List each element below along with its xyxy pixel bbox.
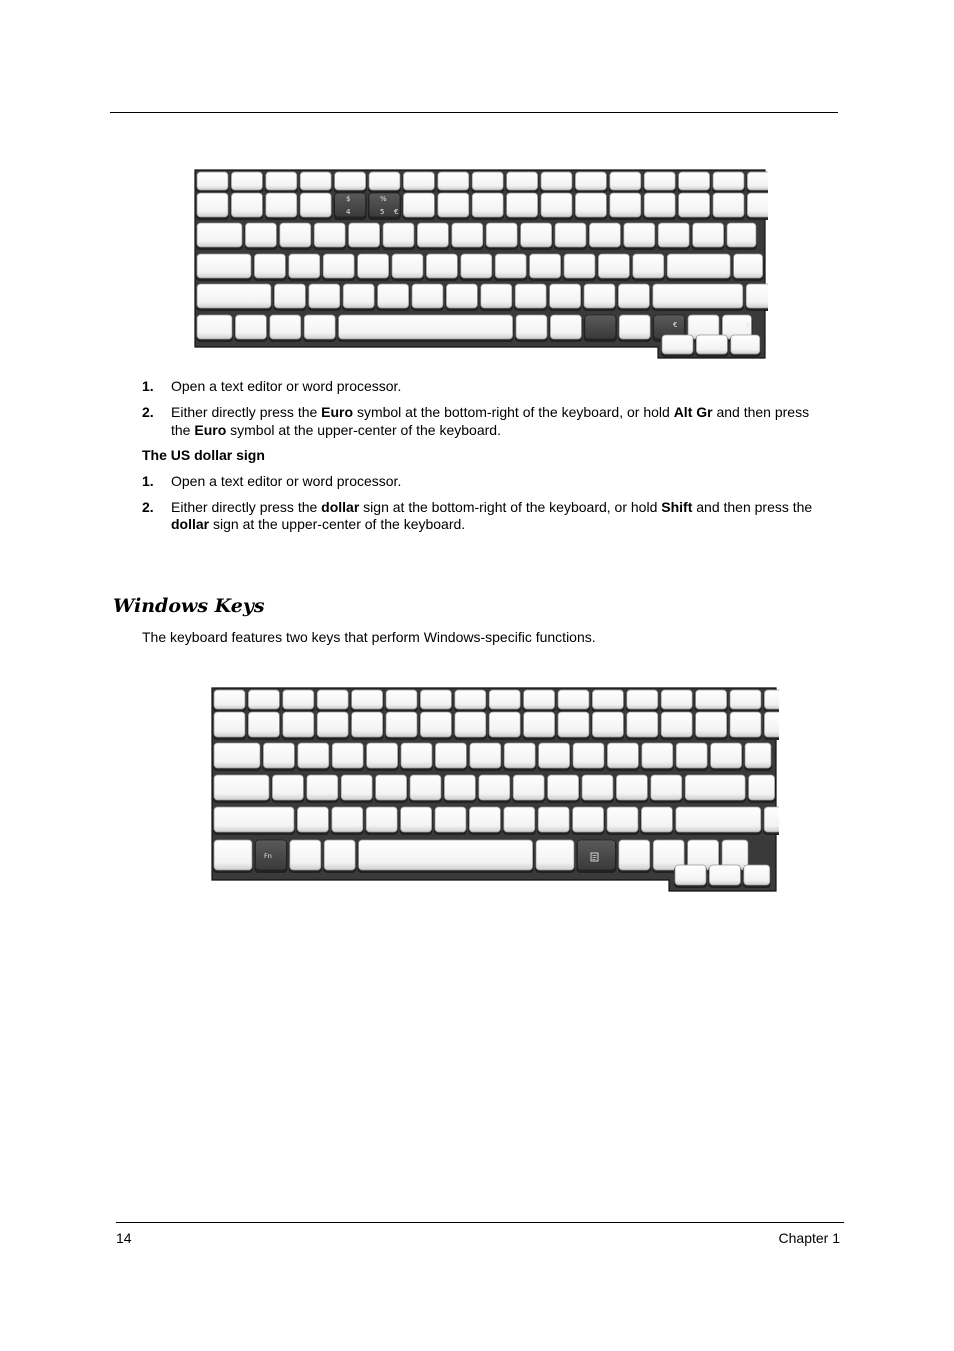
row4-key-9	[550, 284, 581, 308]
row5-key-4	[339, 315, 513, 339]
row4-key-11	[618, 284, 649, 308]
row0-key-16	[747, 172, 768, 190]
kb1-key5-percent-label: %	[380, 195, 387, 203]
row1-key-14	[696, 712, 727, 737]
row5-key-3	[324, 840, 355, 870]
row5-key-5	[536, 840, 574, 870]
row3-key-14	[749, 775, 775, 800]
row0-key-2	[283, 690, 314, 709]
row1-key-10	[541, 193, 572, 217]
kb1-key4-dollar-label: $	[346, 195, 351, 203]
row0-key-8	[472, 172, 503, 190]
row1-key-6	[420, 712, 451, 737]
row1-key-2	[283, 712, 314, 737]
row2-key-15	[745, 743, 771, 768]
kb1-key5-euro-label: €	[394, 208, 399, 216]
row0-key-9	[507, 172, 538, 190]
row5-key-8	[619, 315, 650, 339]
row3-key-4	[376, 775, 407, 800]
row2-key-2	[298, 743, 329, 768]
row3-key-5	[410, 775, 441, 800]
row0-key-5	[386, 690, 417, 709]
row2-key-10	[555, 223, 586, 247]
row2-key-1	[263, 743, 294, 768]
row1-key-1	[231, 193, 262, 217]
row3-key-2	[289, 254, 320, 278]
row2-key-11	[589, 223, 620, 247]
dollar-step-2-number: 2.	[142, 499, 154, 515]
row2-key-9	[539, 743, 570, 768]
row5-key-6	[550, 315, 581, 339]
kb1-key5-digit-label: 5	[380, 208, 385, 216]
row4-key-6	[446, 284, 477, 308]
row1-key-4	[352, 712, 383, 737]
row0-key-7	[455, 690, 486, 709]
row3-key-13	[685, 775, 745, 800]
row4-key-8	[515, 284, 546, 308]
row3-key-0	[214, 775, 269, 800]
row4-key-3	[343, 284, 374, 308]
row4-key-10	[584, 284, 615, 308]
row1-key-13	[661, 712, 692, 737]
row5-key-2	[290, 840, 321, 870]
row6-key-1	[709, 865, 740, 885]
row3-key-3	[323, 254, 354, 278]
row0-key-11	[592, 690, 623, 709]
row3-key-1	[272, 775, 303, 800]
row1-key-16	[764, 712, 779, 737]
windows-keys-heading: Windows Keys	[113, 595, 265, 617]
row4-key-4	[401, 807, 432, 832]
row3-key-10	[564, 254, 595, 278]
row1-key-12	[627, 712, 658, 737]
row5-key-0	[214, 840, 252, 870]
row0-key-14	[696, 690, 727, 709]
row5-key-7	[619, 840, 650, 870]
row0-key-4	[335, 172, 366, 190]
row0-key-7	[438, 172, 469, 190]
row0-key-8	[489, 690, 520, 709]
row3-key-6	[426, 254, 457, 278]
row0-key-0	[214, 690, 245, 709]
row4-key-1	[297, 807, 328, 832]
row0-key-5	[369, 172, 400, 190]
row2-key-7	[452, 223, 483, 247]
keyboard-euro-dollar-image	[192, 168, 768, 360]
dollar-step-1-number: 1.	[142, 473, 154, 489]
row0-key-1	[231, 172, 262, 190]
row4-key-7	[481, 284, 512, 308]
row3-key-8	[513, 775, 544, 800]
row0-key-9	[524, 690, 555, 709]
row0-key-12	[610, 172, 641, 190]
row2-key-0	[197, 223, 242, 247]
dollar-step-2-line-1: Either directly press the dollar sign at the bottom-right of the keyboard, or hold Shift and then press the	[171, 499, 813, 515]
row4-key-3	[366, 807, 397, 832]
row1-key-16	[747, 193, 768, 217]
row5-key-6	[577, 840, 615, 870]
row2-key-8	[486, 223, 517, 247]
row0-key-1	[248, 690, 279, 709]
row1-key-9	[507, 193, 538, 217]
euro-step-2-line-1: Either directly press the Euro symbol at the bottom-right of the keyboard, or hold Alt Gr and then press	[171, 404, 810, 420]
row2-key-14	[711, 743, 742, 768]
row2-key-10	[573, 743, 604, 768]
row2-key-5	[383, 223, 414, 247]
row0-key-15	[713, 172, 744, 190]
row1-key-8	[472, 193, 503, 217]
row0-key-12	[627, 690, 658, 709]
row3-key-8	[495, 254, 526, 278]
row4-key-0	[214, 807, 294, 832]
row5-key-3	[304, 315, 335, 339]
row1-key-3	[317, 712, 348, 737]
row4-key-2	[332, 807, 363, 832]
row1-key-12	[610, 193, 641, 217]
row2-key-4	[349, 223, 380, 247]
row0-key-13	[661, 690, 692, 709]
row3-key-3	[341, 775, 372, 800]
row5-key-1	[235, 315, 266, 339]
row1-key-15	[730, 712, 761, 737]
row3-key-5	[392, 254, 423, 278]
windows-keys-intro: The keyboard features two keys that perform Windows-specific functions.	[142, 629, 596, 645]
row2-key-8	[504, 743, 535, 768]
row0-key-3	[300, 172, 331, 190]
row0-key-2	[266, 172, 297, 190]
row4-key-5	[435, 807, 466, 832]
euro-step-1-text: Open a text editor or word processor.	[171, 378, 402, 394]
row6-key-0	[662, 335, 693, 354]
row5-key-0	[197, 315, 232, 339]
kb2-fn-key-label: Fn	[264, 852, 272, 860]
row0-key-0	[197, 172, 228, 190]
dollar-step-1-text: Open a text editor or word processor.	[171, 473, 402, 489]
dollar-section-heading: The US dollar sign	[142, 447, 265, 463]
row3-key-7	[479, 775, 510, 800]
row4-key-11	[641, 807, 672, 832]
euro-step-2-number: 2.	[142, 404, 154, 420]
row1-key-11	[592, 712, 623, 737]
row4-key-6	[469, 807, 500, 832]
row2-key-2	[280, 223, 311, 247]
row1-key-3	[300, 193, 331, 217]
row3-key-9	[548, 775, 579, 800]
row1-key-9	[524, 712, 555, 737]
row2-key-6	[417, 223, 448, 247]
row1-key-0	[214, 712, 245, 737]
row0-key-15	[730, 690, 761, 709]
row1-key-1	[248, 712, 279, 737]
row5-key-7	[585, 315, 616, 339]
row6-key-2	[731, 335, 760, 354]
row1-key-14	[679, 193, 710, 217]
row0-key-10	[541, 172, 572, 190]
row0-key-3	[317, 690, 348, 709]
row2-key-12	[642, 743, 673, 768]
euro-step-1-number: 1.	[142, 378, 154, 394]
row4-key-12	[676, 807, 761, 832]
row4-key-8	[538, 807, 569, 832]
row3-key-0	[197, 254, 251, 278]
row2-key-0	[214, 743, 260, 768]
row0-key-11	[575, 172, 606, 190]
row5-key-2	[270, 315, 301, 339]
row4-key-5	[412, 284, 443, 308]
chapter-label: Chapter 1	[778, 1230, 840, 1246]
row0-key-13	[644, 172, 675, 190]
row2-key-4	[367, 743, 398, 768]
dollar-step-2-line-2: dollar sign at the upper-center of the keyboard.	[171, 516, 466, 532]
row3-key-10	[582, 775, 613, 800]
row2-key-6	[435, 743, 466, 768]
row1-key-15	[713, 193, 744, 217]
row6-key-0	[675, 865, 706, 885]
row2-key-14	[693, 223, 724, 247]
row2-key-1	[245, 223, 276, 247]
row2-key-13	[658, 223, 689, 247]
row6-key-2	[744, 865, 770, 885]
row0-key-4	[352, 690, 383, 709]
kb1-euro-key-label: €	[673, 321, 678, 329]
row1-key-7	[438, 193, 469, 217]
row1-key-7	[455, 712, 486, 737]
row1-key-8	[489, 712, 520, 737]
row3-key-7	[461, 254, 492, 278]
row1-key-2	[266, 193, 297, 217]
keyboard-windows-keys-image	[209, 686, 779, 893]
row3-key-1	[254, 254, 285, 278]
row4-key-13	[746, 284, 768, 308]
row1-key-13	[644, 193, 675, 217]
row2-key-15	[727, 223, 756, 247]
row2-key-13	[676, 743, 707, 768]
row3-key-4	[358, 254, 389, 278]
row4-key-1	[274, 284, 305, 308]
page-number: 14	[116, 1230, 132, 1246]
row2-key-7	[470, 743, 501, 768]
row4-key-7	[504, 807, 535, 832]
kb1-key4-digit-label: 4	[346, 208, 351, 216]
row4-key-13	[764, 807, 779, 832]
row3-key-2	[307, 775, 338, 800]
kb1-dollar-key-label: $	[745, 321, 750, 329]
row0-key-6	[403, 172, 434, 190]
row6-key-1	[696, 335, 727, 354]
row2-key-3	[332, 743, 363, 768]
row0-key-16	[764, 690, 779, 709]
row3-key-12	[633, 254, 664, 278]
row5-key-4	[359, 840, 533, 870]
row4-key-10	[607, 807, 638, 832]
row0-key-6	[420, 690, 451, 709]
row1-key-10	[558, 712, 589, 737]
row3-key-13	[667, 254, 730, 278]
row4-key-2	[309, 284, 340, 308]
row2-key-3	[314, 223, 345, 247]
row3-key-14	[734, 254, 763, 278]
row2-key-9	[521, 223, 552, 247]
row2-key-11	[607, 743, 638, 768]
row3-key-12	[651, 775, 682, 800]
header-rule	[110, 112, 838, 113]
row1-key-0	[197, 193, 228, 217]
row3-key-9	[530, 254, 561, 278]
row3-key-11	[598, 254, 629, 278]
footer-rule	[116, 1222, 844, 1223]
row5-key-5	[516, 315, 547, 339]
row2-key-12	[624, 223, 655, 247]
row2-key-5	[401, 743, 432, 768]
row0-key-10	[558, 690, 589, 709]
row0-key-14	[679, 172, 710, 190]
row3-key-11	[616, 775, 647, 800]
row1-key-11	[575, 193, 606, 217]
row1-key-5	[386, 712, 417, 737]
row1-key-6	[403, 193, 434, 217]
row4-key-12	[653, 284, 743, 308]
row4-key-9	[573, 807, 604, 832]
row4-key-0	[197, 284, 271, 308]
row4-key-4	[378, 284, 409, 308]
euro-step-2-line-2: the Euro symbol at the upper-center of the keyboard.	[171, 422, 501, 438]
row3-key-6	[444, 775, 475, 800]
